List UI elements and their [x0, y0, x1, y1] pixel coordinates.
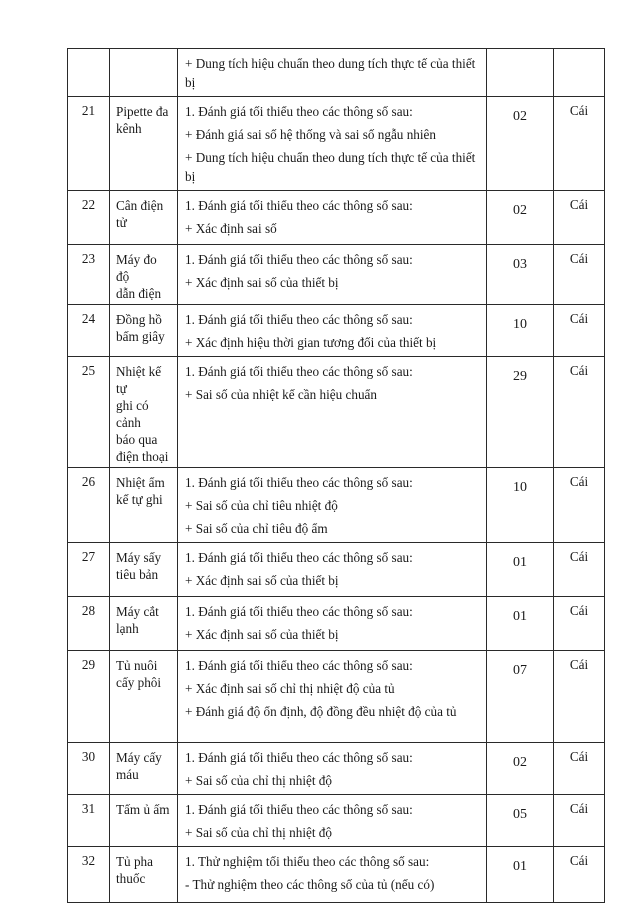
requirement-line: 1. Đánh giá tối thiểu theo các thông số sau:	[185, 658, 413, 673]
quantity: 29	[487, 357, 554, 468]
requirement-line: 1. Đánh giá tối thiểu theo các thông số sau:	[185, 604, 413, 619]
unit: Cái	[554, 543, 605, 597]
equipment-name-line: Máy sấy	[116, 550, 162, 565]
equipment-name-line: Đồng hồ	[116, 312, 162, 327]
table-row	[68, 847, 605, 903]
unit: Cái	[554, 468, 605, 543]
requirement-line: 1. Thử nghiệm tối thiểu theo các thông số sau:	[185, 854, 430, 869]
requirement-line: + Dung tích hiệu chuẩn theo dung tích thực tế của thiết bị	[185, 56, 476, 90]
equipment-name	[110, 468, 178, 543]
quantity: 02	[487, 743, 554, 795]
table-row	[68, 357, 605, 468]
equipment-table-body	[68, 49, 605, 903]
equipment-table	[67, 48, 605, 903]
table-row	[68, 597, 605, 651]
row-number: 27	[68, 543, 110, 597]
quantity	[487, 49, 554, 97]
requirement-description	[178, 97, 487, 191]
equipment-name	[110, 191, 178, 245]
requirement-line: 1. Đánh giá tối thiểu theo các thông số sau:	[185, 364, 413, 379]
row-number: 30	[68, 743, 110, 795]
requirement-line: + Sai số của chỉ thị nhiệt độ	[185, 773, 332, 788]
row-number: 25	[68, 357, 110, 468]
row-number: 26	[68, 468, 110, 543]
equipment-name-line: cấy phôi	[116, 675, 162, 690]
quantity: 01	[487, 543, 554, 597]
unit: Cái	[554, 651, 605, 743]
equipment-name	[110, 847, 178, 903]
requirement-description	[178, 49, 487, 97]
requirement-line: 1. Đánh giá tối thiểu theo các thông số sau:	[185, 802, 413, 817]
requirement-line: + Xác định sai số	[185, 221, 277, 236]
unit: Cái	[554, 795, 605, 847]
quantity: 03	[487, 245, 554, 305]
requirement-line: + Sai số của chỉ thị nhiệt độ	[185, 825, 332, 840]
requirement-line: + Sai số của chỉ tiêu nhiệt độ	[185, 498, 338, 513]
table-row	[68, 191, 605, 245]
equipment-name-line: Tủ pha	[116, 854, 153, 869]
equipment-name	[110, 795, 178, 847]
requirement-description	[178, 795, 487, 847]
equipment-name	[110, 743, 178, 795]
table-row	[68, 543, 605, 597]
row-number: 31	[68, 795, 110, 847]
requirement-line: + Sai số của nhiệt kế cần hiệu chuẩn	[185, 387, 377, 402]
requirement-description	[178, 543, 487, 597]
equipment-name	[110, 543, 178, 597]
unit: Cái	[554, 743, 605, 795]
requirement-line: + Xác định sai số chỉ thị nhiệt độ của tủ	[185, 681, 395, 696]
requirement-line: + Xác định hiệu thời gian tương đối của thiết bị	[185, 335, 437, 350]
unit	[554, 49, 605, 97]
table-row	[68, 97, 605, 191]
quantity: 07	[487, 651, 554, 743]
requirement-description	[178, 597, 487, 651]
quantity: 05	[487, 795, 554, 847]
requirement-line: + Đánh giá độ ổn định, độ đồng đều nhiệt độ của tủ	[185, 704, 457, 719]
equipment-name-line: Cân điện tử	[116, 198, 164, 230]
unit: Cái	[554, 597, 605, 651]
table-row	[68, 743, 605, 795]
table-row	[68, 305, 605, 357]
equipment-name	[110, 49, 178, 97]
quantity: 02	[487, 97, 554, 191]
unit: Cái	[554, 357, 605, 468]
row-number	[68, 49, 110, 97]
row-number: 21	[68, 97, 110, 191]
requirement-description	[178, 245, 487, 305]
table-row	[68, 245, 605, 305]
equipment-name-line: dẫn điện	[116, 286, 162, 301]
row-number: 23	[68, 245, 110, 305]
table-row	[68, 468, 605, 543]
equipment-name	[110, 651, 178, 743]
unit: Cái	[554, 245, 605, 305]
equipment-name	[110, 97, 178, 191]
equipment-name-line: lạnh	[116, 621, 139, 636]
requirement-line: + Dung tích hiệu chuẩn theo dung tích thực tế của thiết bị	[185, 150, 476, 184]
requirement-line: 1. Đánh giá tối thiểu theo các thông số sau:	[185, 198, 413, 213]
equipment-name-line: thuốc	[116, 871, 146, 886]
requirement-description	[178, 468, 487, 543]
equipment-name-line: Máy cấy	[116, 750, 162, 765]
requirement-description	[178, 191, 487, 245]
equipment-name-line: Nhiệt kế tự	[116, 364, 162, 396]
equipment-name-line: kênh	[116, 121, 142, 136]
unit: Cái	[554, 191, 605, 245]
equipment-name-line: tiêu bản	[116, 567, 159, 582]
quantity: 10	[487, 305, 554, 357]
requirement-line: 1. Đánh giá tối thiểu theo các thông số sau:	[185, 750, 413, 765]
equipment-name-line: Máy đo độ	[116, 252, 157, 284]
requirement-line: + Sai số của chỉ tiêu độ ẩm	[185, 521, 328, 536]
requirement-description	[178, 743, 487, 795]
quantity: 10	[487, 468, 554, 543]
equipment-name-line: Pipette đa	[116, 104, 169, 119]
equipment-name-line: kế tự ghi	[116, 492, 163, 507]
equipment-name	[110, 305, 178, 357]
equipment-name-line: Nhiệt ẩm	[116, 475, 165, 490]
requirement-line: + Xác định sai số của thiết bị	[185, 627, 339, 642]
row-number: 32	[68, 847, 110, 903]
requirement-line: 1. Đánh giá tối thiểu theo các thông số sau:	[185, 104, 413, 119]
unit: Cái	[554, 847, 605, 903]
requirement-description	[178, 357, 487, 468]
quantity: 01	[487, 597, 554, 651]
equipment-name	[110, 357, 178, 468]
quantity: 02	[487, 191, 554, 245]
quantity: 01	[487, 847, 554, 903]
unit: Cái	[554, 97, 605, 191]
row-number: 28	[68, 597, 110, 651]
requirement-line: + Xác định sai số của thiết bị	[185, 275, 339, 290]
requirement-line: + Xác định sai số của thiết bị	[185, 573, 339, 588]
requirement-line: - Thử nghiệm theo các thông số của tủ (nếu có)	[185, 877, 435, 892]
requirement-line: 1. Đánh giá tối thiểu theo các thông số sau:	[185, 475, 413, 490]
equipment-name-line: Tấm ủ ấm	[116, 802, 170, 817]
requirement-description	[178, 847, 487, 903]
requirement-line: 1. Đánh giá tối thiểu theo các thông số sau:	[185, 312, 413, 327]
requirement-description	[178, 305, 487, 357]
requirement-line: + Đánh giá sai số hệ thống và sai số ngẫu nhiên	[185, 127, 436, 142]
requirement-description	[178, 651, 487, 743]
equipment-name-line: máu	[116, 767, 139, 782]
unit: Cái	[554, 305, 605, 357]
equipment-name	[110, 597, 178, 651]
equipment-name-line: bấm giây	[116, 329, 165, 344]
equipment-name-line: điện thoại	[116, 449, 169, 464]
equipment-name-line: báo qua	[116, 432, 158, 447]
row-number: 24	[68, 305, 110, 357]
equipment-name-line: Máy cắt	[116, 604, 159, 619]
equipment-name-line: ghi có cảnh	[116, 398, 149, 430]
table-row	[68, 651, 605, 743]
equipment-name-line: Tủ nuôi	[116, 658, 158, 673]
equipment-name	[110, 245, 178, 305]
requirement-line: 1. Đánh giá tối thiểu theo các thông số sau:	[185, 550, 413, 565]
row-number: 22	[68, 191, 110, 245]
table-row	[68, 49, 605, 97]
table-row	[68, 795, 605, 847]
requirement-line: 1. Đánh giá tối thiểu theo các thông số sau:	[185, 252, 413, 267]
row-number: 29	[68, 651, 110, 743]
